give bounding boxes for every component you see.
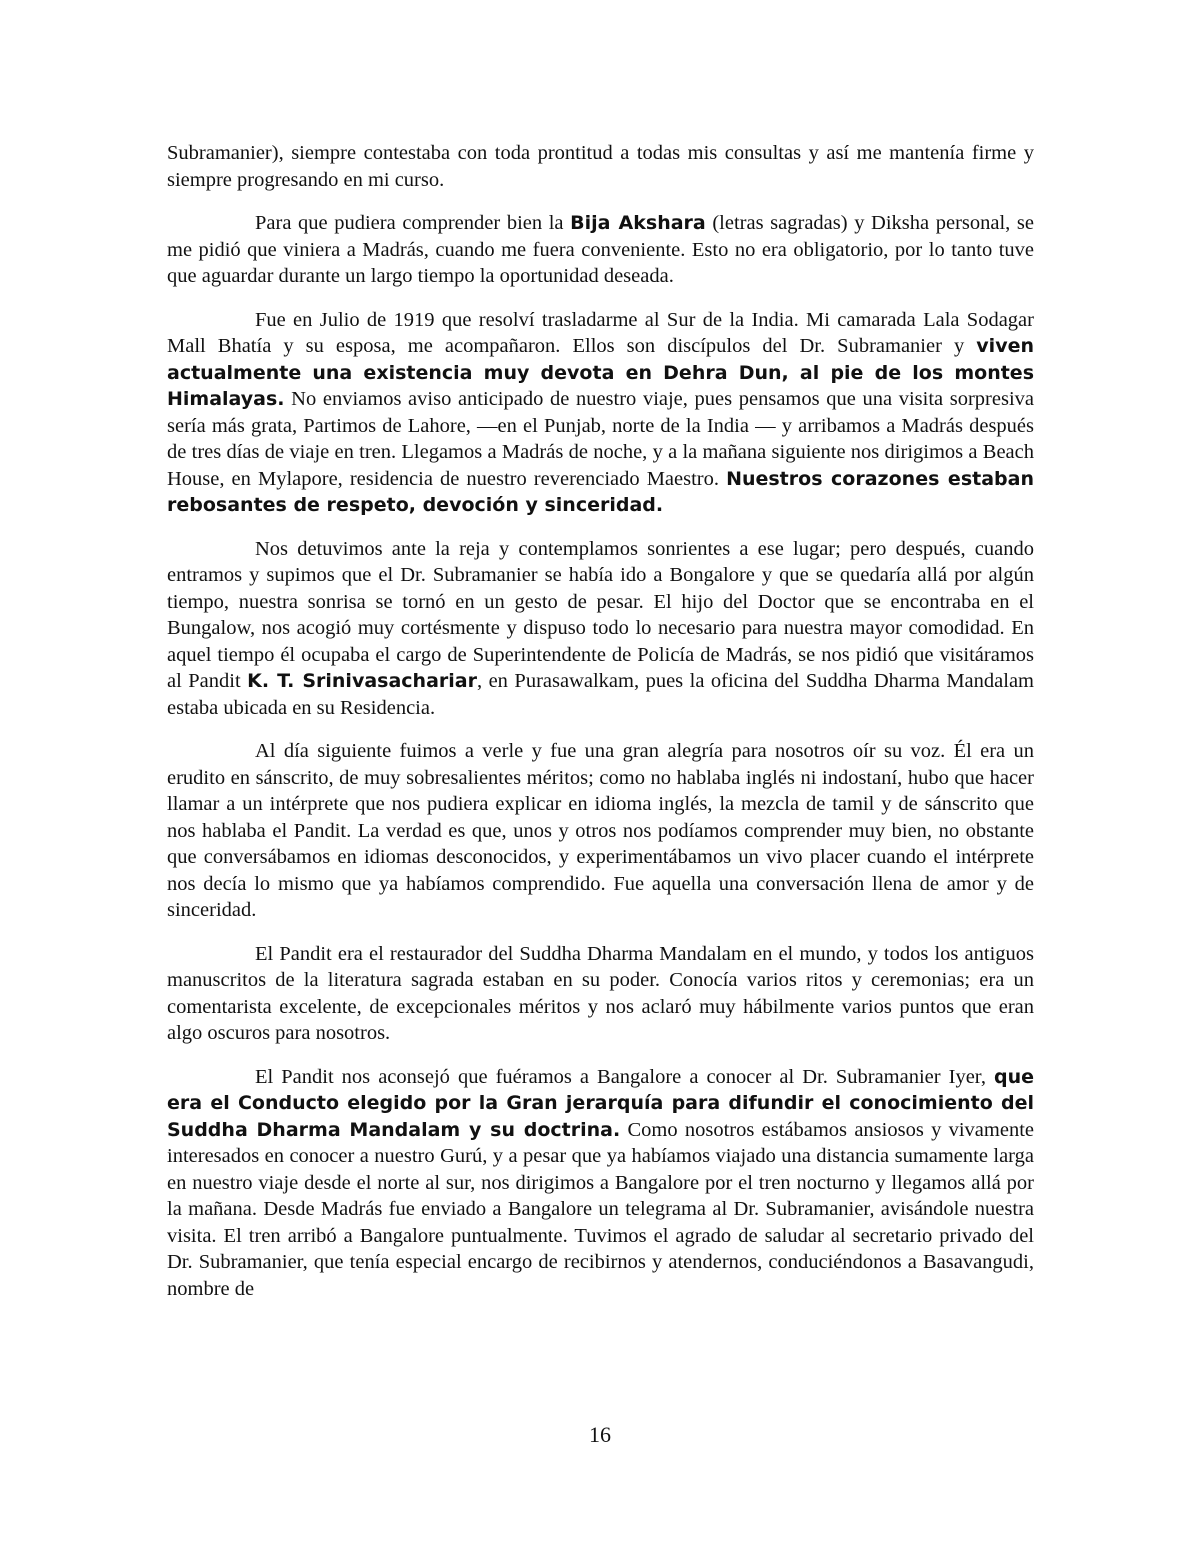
text-segment: (letras sagradas) y Diksha personal, se me pidió que viniera a Madrás, cuando me fuera conveniente. Esto no era obligatorio, por lo tanto tuve que aguardar durante un largo tiempo la oportunidad deseada. — [167, 212, 1034, 287]
bold-text-segment: K. T. Srinivasachariar — [247, 670, 477, 692]
page-number: 16 — [589, 1422, 611, 1447]
text-segment: Para que pudiera comprender bien la — [255, 212, 571, 234]
text-segment: Subramanier), siempre contestaba con toda prontitud a todas mis consultas y así me mantenía firme y siempre progresando en mi curso. — [167, 142, 1034, 191]
text-segment: El Pandit era el restaurador del Suddha Dharma Mandalam en el mundo, y todos los antiguos manuscritos de la literatura sagrada estaban en su poder. Conocía varios ritos y ceremonias; era un comentarista excelente, de excepcionales méritos y nos aclaró muy hábilmente varios puntos que eran algo oscuros para nosotros. — [167, 942, 1034, 1044]
text-segment: El Pandit nos aconsejó que fuéramos a Bangalore a conocer al Dr. Subramanier Iyer, — [255, 1065, 994, 1088]
bold-text-segment: que era el Conducto elegido por la Gran jerarquía para difundir el conocimiento del Suddha Dharma Mandalam y su doctrina. — [167, 1065, 1034, 1141]
paragraph — [167, 140, 1034, 193]
text-segment: Fue en Julio de 1919 que resolví trasladarme al Sur de la India. Mi camarada Lala Sodagar Mall Bhatía y su esposa, me acompañaron. Ellos son discípulos del Dr. Subramanier y — [167, 308, 1034, 357]
paragraph — [167, 307, 1034, 519]
bold-text-segment: Bija Akshara — [570, 212, 706, 234]
text-segment: No enviamos aviso anticipado de nuestro viaje, pues pensamos que una visita sorpresiva sería más grata, Partimos de Lahore, —en el Punjab, norte de la India — y arribamos a Madrás después de tres días de viaje en tren. Llegamos a Madrás de noche, y a la mañana siguiente nos dirigimos a Beach House, en Mylapore, residencia de nuestro reverenciado Maestro. — [167, 388, 1034, 490]
paragraph — [167, 536, 1034, 722]
bold-text-segment: Nuestros corazones estaban rebosantes de respeto, devoción y sinceridad. — [167, 467, 1034, 516]
bold-text-segment: viven actualmente una existencia muy devota en Dehra Dun, al pie de los montes Himalayas. — [167, 335, 1034, 410]
page-body — [167, 140, 1034, 1319]
text-segment: , en Purasawalkam, pues la oficina del Suddha Dharma Mandalam estaba ubicada en su Residencia. — [167, 670, 1034, 719]
text-segment: Nos detuvimos ante la reja y contemplamos sonrientes a ese lugar; pero después, cuando entramos y supimos que el Dr. Subramanier se había ido a Bongalore y que se quedaría allá por algún tiempo, nuestra sonrisa se tornó en un gesto de pesar. El hijo del Doctor que se encontraba en el Bungalow, nos acogió muy cortésmente y dispuso todo lo necesario para nuestra mayor comodidad. En aquel tiempo él ocupaba el cargo de Superintendente de Policía de Madrás, se nos pidió que visitáramos al Pandit — [167, 537, 1034, 692]
text-segment: Como nosotros estábamos ansiosos y vivamente interesados en conocer a nuestro Gurú, y a pesar que ya habíamos viajado una distancia sumamente larga en nuestro viaje desde el norte al sur, nos dirigimos a Bangalore por el tren nocturno y llegamos allá por la mañana. Desde Madrás fue enviado a Bangalore un telegrama al Dr. Subramanier, avisándole nuestra visita. El tren arribó a Bangalore puntualmente. Tuvimos el agrado de saludar al secretario privado del Dr. Subramanier, que tenía especial encargo de recibirnos y atendernos, conduciéndonos a Basavangudi, nombre de — [167, 1118, 1034, 1300]
text-segment: Al día siguiente fuimos a verle y fue una gran alegría para nosotros oír su voz. Él era un erudito en sánscrito, de muy sobresalientes méritos; como no hablaba inglés ni indostaní, hubo que hacer llamar a un intérprete que nos pudiera explicar en idioma inglés, la mezcla de tamil y de sánscrito que nos hablaba el Pandit. La verdad es que, unos y otros nos podíamos comprender muy bien, no obstante que conversábamos en idiomas desconocidos, y experimentábamos un vivo placer cuando el intérprete nos decía lo mismo que ya habíamos comprendido. Fue aquella una conversación llena de amor y de sinceridad. — [167, 740, 1034, 921]
paragraph — [167, 738, 1034, 924]
paragraph — [167, 1064, 1034, 1303]
paragraph — [167, 210, 1034, 290]
paragraph — [167, 941, 1034, 1047]
